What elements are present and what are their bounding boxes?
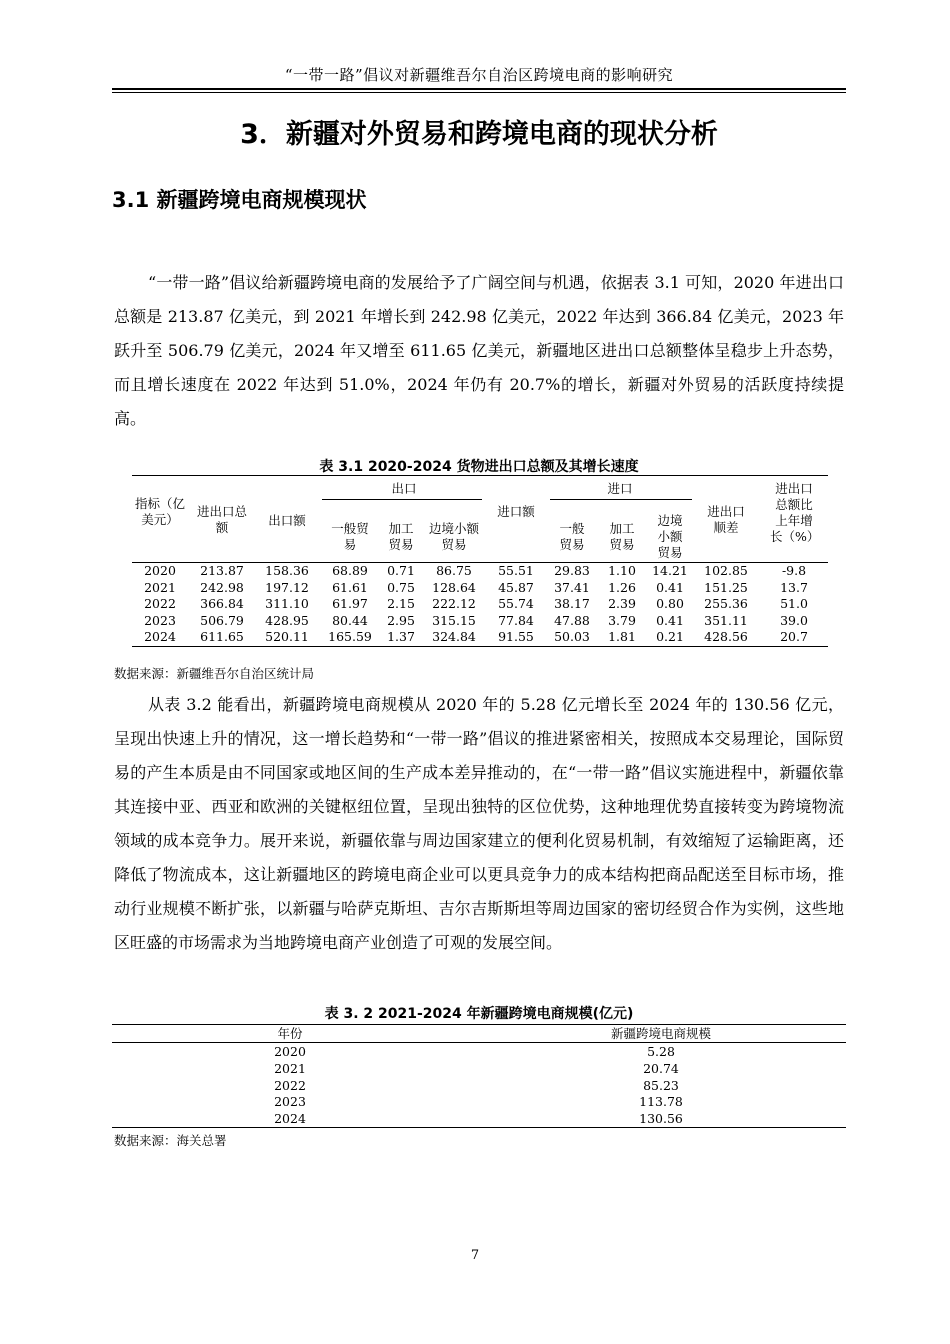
- table-1-cell: 86.75: [436, 563, 472, 578]
- table-1-cell: -9.8: [781, 563, 807, 578]
- table-1-cell: 0.80: [656, 596, 684, 612]
- table-1-cell: 158.36: [265, 563, 309, 578]
- table-1-cell: 1.10: [608, 563, 636, 578]
- table-1-top-rule: [132, 475, 828, 476]
- table-1-header-surplus: 进出口顺差: [707, 504, 745, 535]
- section-title: 3.1 新疆跨境电商规模现状: [112, 188, 367, 212]
- table-1-cell: 2.39: [608, 596, 636, 612]
- table-2-cell: 85.23: [643, 1077, 679, 1093]
- table-1-cell: 91.55: [498, 629, 534, 645]
- table-1-cell: 2.15: [387, 596, 415, 612]
- table-2-cell: 2022: [274, 1077, 306, 1093]
- table-2-cell: 2023: [274, 1094, 306, 1110]
- table-1-cell: 55.51: [498, 563, 534, 578]
- paragraph-2: 从表 3.2 能看出，新疆跨境电商规模从 2020 年的 5.28 亿元增长至 2024 年的 130.56 亿元，呈现出快速上升的情况，这一增长趋势和“一带一路”倡议的推进紧密相关，按照成本交易理论，国际贸易的产生本质是由不同国家或地区间的生产成本差异推动的，在“一带一路”倡议实施进程中，新疆依靠其连接中亚、西亚和欧洲的关键枢纽位置，呈现出独特的区位优势，这种地理优势直接转变为跨境物流领域的成本竞争力。展开来说，新疆依靠与周边国家建立的便利化贸易机制，有效缩短了运输距离，还降低了物流成本，这让新疆地区的跨境电商企业可以更具竞争力的成本结构把商品配送至目标市场，推动行业规模不断扩张，以新疆与哈萨克斯坦、吉尔吉斯斯坦等周边国家的密切经贸合作为实例，这些地区旺盛的市场需求为当地跨境电商产业创造了可观的发展空间。: [114, 695, 844, 952]
- table-1-group-import: 进口: [607, 481, 633, 496]
- table-1-cell: 68.89: [332, 563, 368, 578]
- table-1-cell: 197.12: [265, 579, 309, 595]
- table-1-header-im-processing: 加工贸易: [609, 521, 635, 552]
- table-1-cell: 0.21: [656, 629, 684, 645]
- table-1-cell: 165.59: [328, 629, 372, 645]
- table-1-cell: 77.84: [498, 612, 534, 628]
- table-1-header-ex-general: 一般贸易: [331, 521, 369, 552]
- table-1-cell: 520.11: [265, 629, 309, 645]
- table-1-cell: 50.03: [554, 629, 590, 645]
- table-1-cell: 2023: [144, 612, 176, 628]
- table-2-cell: 2024: [274, 1111, 306, 1127]
- table-1-cell: 45.87: [498, 579, 534, 595]
- table-1-cell: 13.7: [780, 579, 808, 595]
- table-2-title: 表 3. 2 2021-2024 年新疆跨境电商规模(亿元): [324, 1006, 634, 1022]
- table-1-header-import: 进口额: [497, 504, 535, 519]
- table-1-cell: 2020: [144, 563, 176, 578]
- table-1-cell: 3.79: [608, 612, 636, 628]
- table-2-header-scale: 新疆跨境电商规模: [610, 1026, 711, 1041]
- table-1-cell: 0.41: [656, 579, 684, 595]
- chapter-title: 3．新疆对外贸易和跨境电商的现状分析: [240, 119, 718, 150]
- table-1-cell: 222.12: [432, 596, 476, 612]
- table-1-cell: 38.17: [554, 596, 590, 612]
- table-1-cell: 55.74: [498, 596, 534, 612]
- table-2-cell: 5.28: [647, 1044, 675, 1059]
- table-1-cell: 51.0: [780, 596, 808, 612]
- table-1-cell: 213.87: [200, 563, 244, 578]
- table-1-cell: 1.37: [387, 629, 415, 645]
- table-1-cell: 611.65: [200, 629, 244, 645]
- table-1-import-subrule: [550, 499, 692, 500]
- table-2-cell: 113.78: [639, 1094, 683, 1110]
- table-1-cell: 14.21: [652, 563, 688, 578]
- table-1-cell: 315.15: [432, 612, 476, 628]
- table-1-cell: 39.0: [780, 612, 808, 628]
- table-1-cell: 1.81: [608, 629, 636, 645]
- paragraph-1: “一带一路”倡议给新疆跨境电商的发展给予了广阔空间与机遇，依据表 3.1 可知，2020 年进出口总额是 213.87 亿美元，到 2021 年增长到 242.98 亿美元，2022 年达到 366.84 亿美元，2023 年跃升至 506.79 亿美元，2024 年又增至 611.65 亿美元，新疆地区进出口总额整体呈稳步上升态势，而且增长速度在 2022 年达到 51.0%，2024 年仍有 20.7%的增长，新疆对外贸易的活跃度持续提高。: [114, 273, 844, 428]
- table-1-cell: 351.11: [704, 612, 748, 628]
- table-2-header-year: 年份: [277, 1026, 303, 1041]
- table-1-cell: 1.26: [608, 579, 636, 595]
- header-rule: [112, 88, 846, 90]
- table-1-header-ex-border: 边境小额贸易: [428, 521, 479, 552]
- table-1-cell: 29.83: [554, 563, 590, 578]
- header-rule-thin: [112, 92, 846, 93]
- table-2-cell: 2020: [274, 1044, 306, 1059]
- table-1-cell: 242.98: [200, 579, 244, 595]
- table-1-cell: 61.97: [332, 596, 368, 612]
- table-1-header-im-general: 一般贸易: [559, 521, 585, 552]
- table-1-title: 表 3.1 2020-2024 货物进出口总额及其增长速度: [319, 459, 639, 475]
- table-1-export-subrule: [322, 499, 482, 500]
- table-1-header-im-border: 边境小额贸易: [657, 513, 683, 560]
- table-1-cell: 20.7: [780, 629, 808, 645]
- page-number: 7: [470, 1248, 480, 1263]
- table-1-cell: 2022: [144, 596, 176, 612]
- table-1-cell: 506.79: [200, 612, 244, 628]
- table-1-cell: 428.95: [265, 612, 309, 628]
- table-2-cell: 20.74: [643, 1060, 679, 1076]
- table-1-bottom-rule: [132, 646, 828, 647]
- table-1-cell: 0.41: [656, 612, 684, 628]
- table-1-cell: 324.84: [432, 629, 476, 645]
- table-1-cell: 311.10: [265, 596, 309, 612]
- table-1-cell: 0.75: [387, 579, 415, 595]
- table-1-cell: 2021: [144, 579, 176, 595]
- table-1-cell: 102.85: [704, 563, 748, 578]
- table-1-cell: 428.56: [704, 629, 748, 645]
- table-2-bottom-rule: [112, 1127, 846, 1128]
- table-1-cell: 0.71: [387, 563, 415, 578]
- table-1-cell: 366.84: [200, 596, 244, 612]
- table-1-cell: 2024: [144, 629, 176, 645]
- table-1-cell: 37.41: [554, 579, 590, 595]
- table-1-cell: 80.44: [332, 612, 368, 628]
- table-1-header-growth: 进出口总额比上年增长（%）: [770, 481, 820, 544]
- table-1-header-indicator: 指标（亿美元）: [134, 496, 185, 527]
- table-1-header-total: 进出口总额: [196, 504, 247, 535]
- table-1-cell: 2.95: [387, 612, 415, 628]
- table-1-cell: 61.61: [332, 579, 368, 595]
- running-header: “一带一路”倡议对新疆维吾尔自治区跨境电商的影响研究: [284, 66, 674, 84]
- table-1-header-ex-processing: 加工贸易: [388, 521, 414, 552]
- table-1-group-export: 出口: [391, 481, 417, 496]
- table-2-source: 数据来源：海关总署: [114, 1133, 227, 1148]
- table-1-header-export: 出口额: [268, 513, 306, 528]
- table-1-cell: 128.64: [432, 579, 476, 595]
- table-1-cell: 151.25: [704, 579, 748, 595]
- table-1-cell: 255.36: [704, 596, 748, 612]
- table-1-cell: 47.88: [554, 612, 590, 628]
- table-2-cell: 2021: [274, 1060, 306, 1076]
- table-1-source: 数据来源：新疆维吾尔自治区统计局: [114, 666, 315, 681]
- table-2-cell: 130.56: [639, 1111, 683, 1127]
